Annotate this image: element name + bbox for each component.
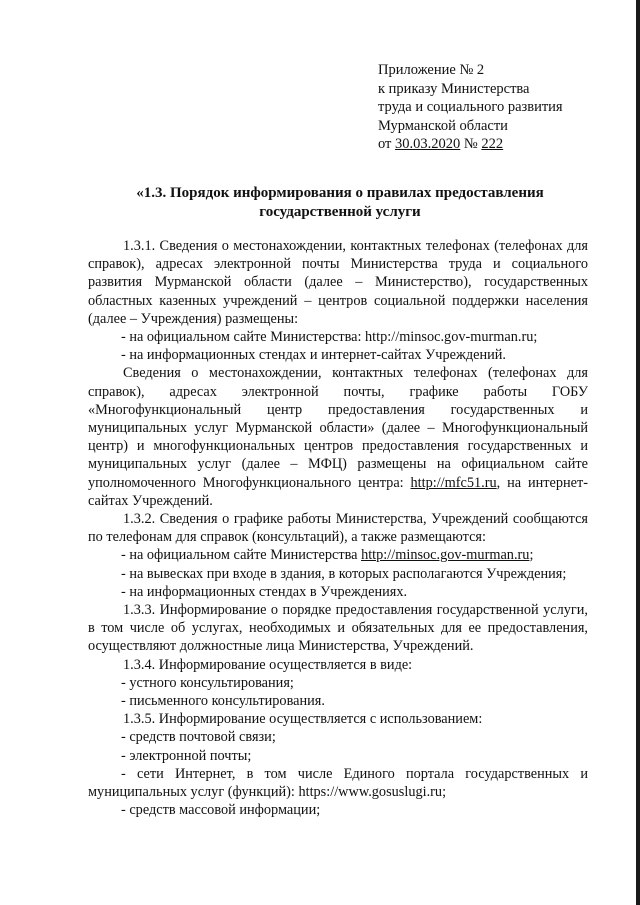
title-line: «1.3. Порядок информирования о правилах предоставления [136, 185, 544, 201]
list-item: - средств массовой информации; [121, 802, 321, 819]
list-text: - на официальном сайте Министерства [121, 547, 362, 564]
paragraph: 1.3.2. Сведения о графике работы Министерства, Учреждений сообщаются по телефонам для справок (консультаций), а также размещаются: [88, 511, 588, 546]
title-line: государственной услуги [259, 204, 421, 220]
list-item: - сети Интернет, в том числе Единого портала государственных и муниципальных услуг (функций): https://www.gosuslugi.ru; [88, 765, 588, 801]
scan-edge [636, 0, 640, 905]
list-item: - электронной почты; [121, 747, 252, 764]
order-number: 222 [481, 136, 504, 152]
list-item: - на информационных стендах в Учреждениях. [121, 583, 408, 600]
paragraph: 1.3.5. Информирование осуществляется с использованием: [123, 711, 483, 728]
paragraph-text: Сведения о местонахождении, контактных телефонах (телефонах для справок), адресах электронной почты, графике работы ГОБУ «Многофункциональный центр предоставления государственных и муниципальных услуг Мурманской области» (далее – Многофункциональный центр) и многофункциональных центров предоставления государственных и муниципальных услуг (далее – МФЦ) размещены на официальном сайте уполномоченного Многофункционального центра: [88, 365, 588, 491]
paragraph-text: , на интернет-сайтах Учреждений. [88, 474, 588, 509]
date-prefix: от [378, 136, 396, 152]
list-item: - на официальном сайте Министерства: http://minsoc.gov-murman.ru; [121, 329, 538, 346]
list-item: - на информационных стендах и интернет-сайтах Учреждений. [121, 347, 506, 364]
ministry-link[interactable]: http://minsoc.gov-murman.ru [361, 547, 530, 564]
paragraph: 1.3.3. Информирование о порядке предоставления государственной услуги, в том числе об услугах, необходимых и обязательных для ее предоставления, осуществляют должностные лица Министерства, Учреждений. [88, 602, 588, 655]
appendix-line: к приказу Министерства [378, 80, 530, 97]
list-item: - на вывесках при входе в здания, в которых располагаются Учреждения; [121, 565, 567, 582]
appendix-block [378, 61, 563, 154]
document-body [88, 237, 588, 820]
mfc-link[interactable]: http://mfc51.ru [410, 474, 497, 491]
paragraph: 1.3.4. Информирование осуществляется в виде: [123, 656, 413, 673]
order-date: 30.03.2020 [395, 136, 461, 152]
list-item: - устного консультирования; [121, 674, 294, 691]
appendix-line: Мурманской области [378, 117, 508, 134]
section-title [90, 184, 590, 222]
paragraph [88, 364, 588, 510]
appendix-date-line [378, 135, 563, 154]
list-item [88, 546, 588, 564]
appendix-line: труда и социального развития [378, 99, 563, 115]
number-prefix: № [460, 136, 482, 152]
list-item: - письменного консультирования. [121, 693, 325, 710]
paragraph: 1.3.1. Сведения о местонахождении, контактных телефонах (телефонах для справок), адресах электронной почты Министерства труда и социального развития Мурманской области (далее – Министерство), государственных областных казенных учреждений – центров социальной поддержки населения (далее – Учреждения) размещены: [88, 238, 588, 327]
list-text: ; [529, 547, 534, 564]
list-item: - средств почтовой связи; [121, 729, 276, 746]
appendix-line: Приложение № 2 [378, 62, 485, 78]
